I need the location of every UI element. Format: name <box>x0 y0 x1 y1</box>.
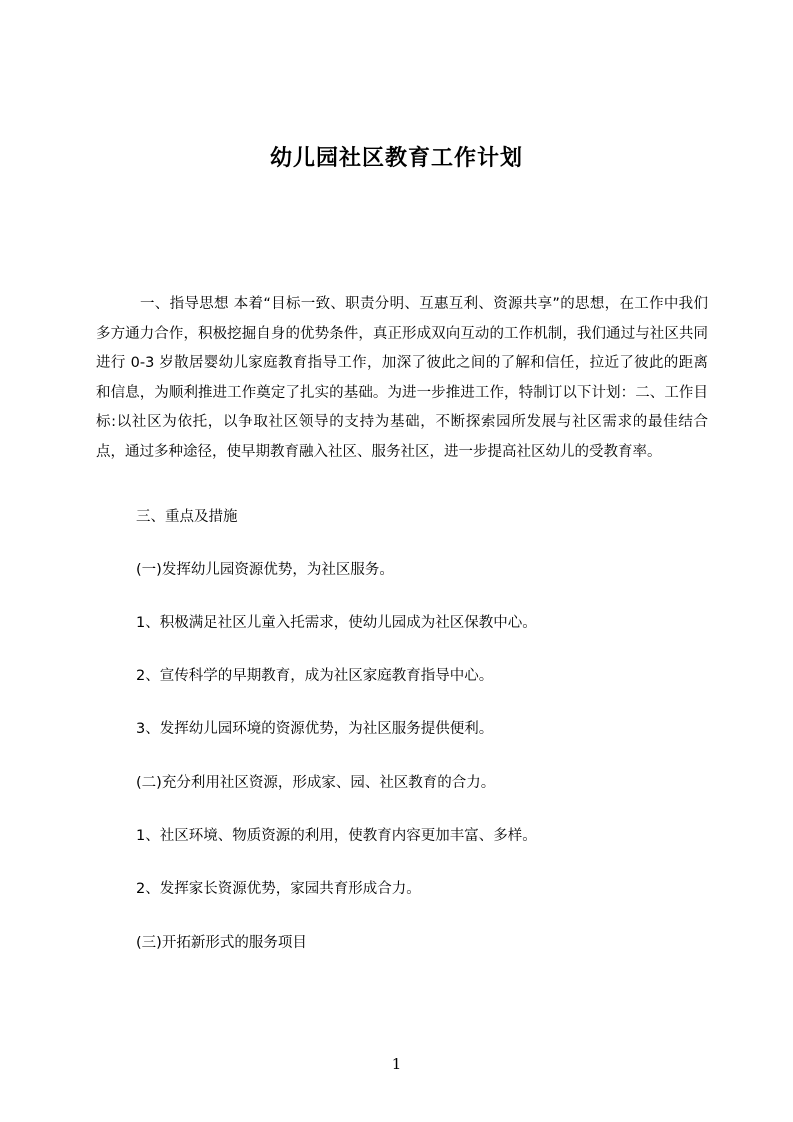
list-item: 2、发挥家长资源优势，家园共育形成合力。 <box>136 881 421 897</box>
section-heading-measures: 三、重点及措施 <box>136 509 238 525</box>
list-item: 1、社区环境、物质资源的利用，使教育内容更加丰富、多样。 <box>136 828 537 844</box>
subsection-heading-1: (一)发挥幼儿园资源优势，为社区服务。 <box>136 562 394 578</box>
document-title: 幼儿园社区教育工作计划 <box>269 146 523 171</box>
list-item: 3、发挥幼儿园环境的资源优势，为社区服务提供便利。 <box>136 721 494 737</box>
intro-paragraph: 一、指导思想 本着“目标一致、职责分明、互惠互利、资源共享”的思想，在工作中我们多方通力合作，积极挖掘自身的优势条件，真正形成双向互动的工作机制，我们通过与社区共同进行 0-3 岁散居婴幼儿家庭教育指导工作，加深了彼此之间的了解和信任，拉近了彼此的距离和信息，为顺利推进工作奠定了扎实的基础。为进一步推进工作，特制订以下计划：二、工作目标:以社区为依托，以争取社区领导的支持为基础，不断探索园所发展与社区需求的最佳结合点，通过多种途径，使早期教育融入社区、服务社区，进一步提高社区幼儿的受教育率。 <box>96 296 708 460</box>
list-item: 2、宣传科学的早期教育，成为社区家庭教育指导中心。 <box>136 668 494 684</box>
subsection-heading-3: (三)开拓新形式的服务项目 <box>136 935 307 951</box>
subsection-heading-2: (二)充分利用社区资源，形成家、园、社区教育的合力。 <box>136 775 496 791</box>
list-item: 1、积极满足社区儿童入托需求，使幼儿园成为社区保教中心。 <box>136 615 537 631</box>
page-number: 1 <box>391 1055 402 1073</box>
